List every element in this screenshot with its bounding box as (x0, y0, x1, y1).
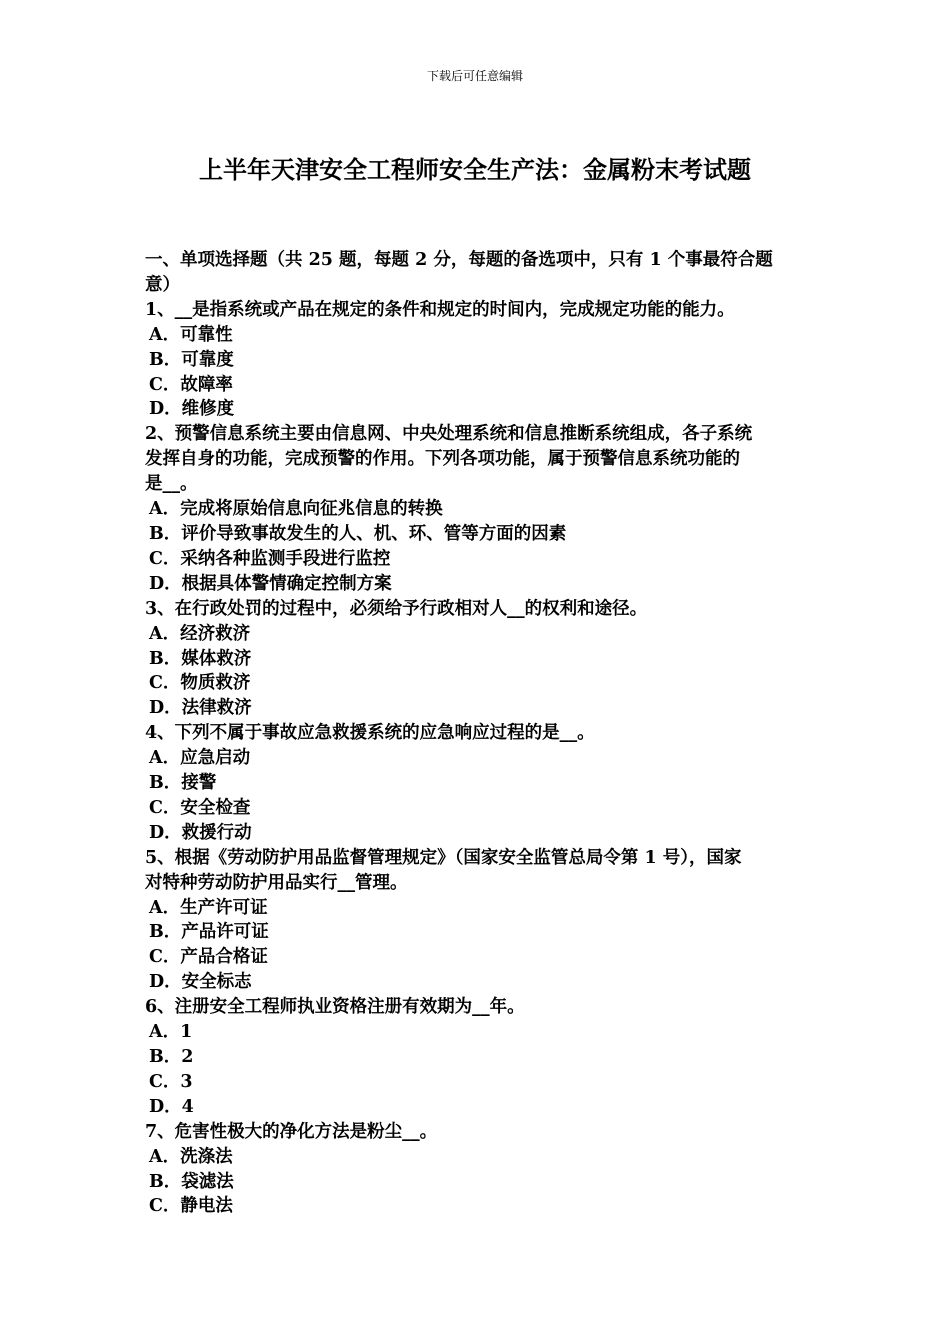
question-2-option-d: D．根据具体警情确定控制方案 (149, 573, 392, 594)
document-title: 上半年天津安全工程师安全生产法：金属粉末考试题 (199, 155, 751, 184)
question-4-stem: 4、下列不属于事故应急救援系统的应急响应过程的是__。 (145, 723, 595, 744)
question-6-stem: 6、注册安全工程师执业资格注册有效期为__年。 (145, 997, 525, 1018)
question-3-option-b: B．媒体救济 (149, 648, 252, 669)
question-1-option-a: A．可靠性 (149, 324, 233, 345)
question-1-stem: 1、__是指系统或产品在规定的条件和规定的时间内，完成规定功能的能力。 (145, 299, 735, 320)
question-3-stem: 3、在行政处罚的过程中，必须给予行政相对人__的权利和途径。 (145, 598, 648, 619)
question-1-option-d: D．维修度 (149, 399, 235, 420)
question-7-stem: 7、危害性极大的净化方法是粉尘__。 (145, 1121, 438, 1142)
question-2-option-c: C．采纳各种监测手段进行监控 (149, 548, 391, 569)
question-3-option-d: D．法律救济 (149, 698, 252, 719)
question-2-option-b: B．评价导致事故发生的人、机、环、管等方面的因素 (149, 523, 567, 544)
question-6-option-c: C．3 (149, 1071, 193, 1092)
question-7-option-a: A．洗涤法 (149, 1146, 233, 1167)
question-3-option-a: A．经济救济 (149, 623, 251, 644)
question-7-option-b: B．袋滤法 (149, 1171, 234, 1192)
question-2-stem-line-2: 发挥自身的功能，完成预警的作用。下列各项功能，属于预警信息系统功能的 (145, 449, 740, 470)
question-2-stem-line-3: 是__。 (145, 474, 198, 495)
question-6-option-a: A．1 (149, 1022, 193, 1043)
question-3-option-c: C．物质救济 (149, 673, 251, 694)
question-5-option-d: D．安全标志 (149, 972, 252, 993)
question-5-option-a: A．生产许可证 (149, 897, 268, 918)
section-heading-line-2: 意） (145, 274, 180, 295)
section-heading-line-1: 一、单项选择题（共 25 题，每题 2 分，每题的备选项中，只有 1 个事最符合题 (145, 250, 773, 270)
question-4-option-c: C．安全检查 (149, 797, 251, 818)
question-5-stem-line-2: 对特种劳动防护用品实行__管理。 (145, 872, 408, 893)
document-body (145, 248, 810, 1219)
question-1-option-c: C．故障率 (149, 374, 233, 395)
header-note: 下载后可任意编辑 (426, 69, 523, 83)
question-6-option-d: D．4 (149, 1096, 194, 1117)
question-7-option-c: C．静电法 (149, 1196, 233, 1217)
question-4-option-b: B．接警 (149, 773, 217, 794)
question-2-stem-line-1: 2、预警信息系统主要由信息网、中央处理系统和信息推断系统组成，各子系统 (145, 424, 753, 445)
question-1-option-b: B．可靠度 (149, 349, 234, 370)
question-4-option-a: A．应急启动 (149, 748, 251, 769)
question-2-option-a: A．完成将原始信息向征兆信息的转换 (149, 499, 443, 520)
question-5-stem-line-1: 5、根据《劳动防护用品监督管理规定》（国家安全监管总局令第 1 号），国家 (145, 847, 742, 868)
question-5-option-b: B．产品许可证 (149, 922, 269, 943)
question-6-option-b: B．2 (149, 1047, 194, 1067)
question-4-option-d: D．救援行动 (149, 822, 252, 843)
question-5-option-c: C．产品合格证 (149, 947, 268, 968)
